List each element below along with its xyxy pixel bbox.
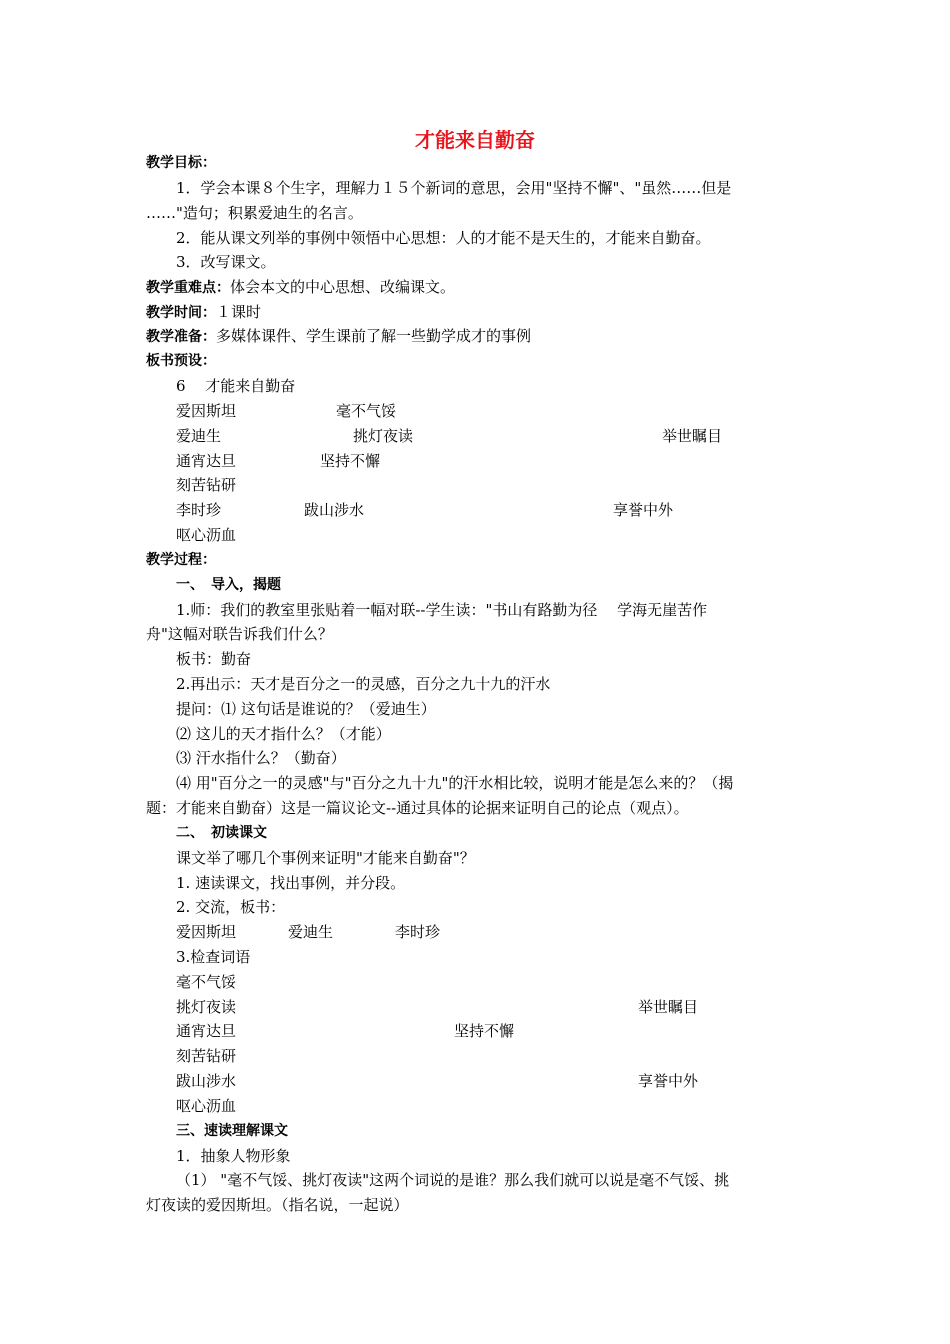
key-points-text: 体会本文的中心思想、改编课文。 <box>230 278 456 296</box>
word-item: 跋山涉水 <box>176 1072 237 1090</box>
board-cell: 爱迪生 <box>176 427 222 445</box>
word-item: 通宵达旦 <box>176 1022 237 1040</box>
paragraph: 1.师：我们的教室里张贴着一幅对联--学生读："书山有路勤为径 学海无崖苦作 <box>176 601 708 619</box>
name-item: 爱因斯坦 <box>176 923 237 941</box>
board-cell: 呕心沥血 <box>176 526 237 544</box>
prep-label: 教学准备： <box>146 329 216 345</box>
board-title-line: 6 才能来自勤奋 <box>176 377 296 395</box>
paragraph: 课文举了哪几个事例来证明"才能来自勤奋"？ <box>176 849 475 867</box>
paragraph: 题：才能来自勤奋）这是一篇议论文--通过具体的论据来证明自己的论点（观点）。 <box>146 799 689 817</box>
board-cell: 爱因斯坦 <box>176 402 237 420</box>
teaching-prep <box>146 326 531 347</box>
paragraph: ⑷ 用"百分之一的灵感"与"百分之九十九"的汗水相比较，说明才能是怎么来的？（揭 <box>176 774 734 792</box>
objective-1-line-2: ……"造句；积累爱迪生的名言。 <box>146 204 363 222</box>
paragraph: 舟"这幅对联告诉我们什么？ <box>146 625 333 643</box>
key-points <box>146 277 455 298</box>
paragraph: （1） "毫不气馁、挑灯夜读"这两个词说的是谁？那么我们就可以说是毫不气馁、挑 <box>176 1171 730 1189</box>
word-item: 举世瞩目 <box>638 998 699 1016</box>
board-cell: 坚持不懈 <box>320 452 381 470</box>
word-item: 呕心沥血 <box>176 1097 237 1115</box>
objective-1-line-1: 1．学会本课８个生字，理解力１５个新词的意思，会用"坚持不懈"、"虽然……但是 <box>176 179 732 197</box>
page-title: 才能来自勤奋 <box>415 128 535 152</box>
board-cell: 举世瞩目 <box>662 427 723 445</box>
paragraph: 3.检查词语 <box>176 948 251 966</box>
paragraph: 2.再出示：天才是百分之一的灵感，百分之九十九的汗水 <box>176 675 551 693</box>
word-item: 挑灯夜读 <box>176 998 237 1016</box>
section-3-heading: 三、速读理解课文 <box>176 1123 288 1139</box>
objective-3: 3．改写课文。 <box>176 253 276 271</box>
word-item: 坚持不懈 <box>454 1022 515 1040</box>
section-1-heading: 一、 导入，揭题 <box>176 577 281 593</box>
paragraph: 灯夜读的爱因斯坦。（指名说，一起说） <box>146 1196 409 1214</box>
paragraph: ⑵ 这儿的天才指什么？（才能） <box>176 725 391 743</box>
paragraph: 1．抽象人物形象 <box>176 1147 291 1165</box>
paragraph: 板书：勤奋 <box>176 650 252 668</box>
paragraph: 提问：⑴ 这句话是谁说的？（爱迪生） <box>176 700 436 718</box>
time-text: １课时 <box>216 303 262 321</box>
teaching-time <box>146 302 261 323</box>
objective-2: 2．能从课文列举的事例中领悟中心思想：人的才能不是天生的，才能来自勤奋。 <box>176 229 711 247</box>
board-cell: 刻苦钻研 <box>176 476 237 494</box>
paragraph: 1. 速读课文，找出事例，并分段。 <box>176 874 406 892</box>
word-item: 享誉中外 <box>638 1072 699 1090</box>
board-cell: 挑灯夜读 <box>353 427 414 445</box>
board-cell: 享誉中外 <box>613 501 674 519</box>
section-2-heading: 二、 初读课文 <box>176 825 267 841</box>
board-cell: 通宵达旦 <box>176 452 237 470</box>
word-item: 刻苦钻研 <box>176 1047 237 1065</box>
word-item: 毫不气馁 <box>176 973 237 991</box>
board-heading: 板书预设： <box>146 353 216 369</box>
board-cell: 李时珍 <box>176 501 222 519</box>
board-cell: 跋山涉水 <box>304 501 365 519</box>
key-points-label: 教学重难点： <box>146 280 230 296</box>
objectives-heading: 教学目标： <box>146 155 216 171</box>
paragraph: ⑶ 汗水指什么？（勤奋） <box>176 749 346 767</box>
name-item: 李时珍 <box>395 923 441 941</box>
name-item: 爱迪生 <box>288 923 334 941</box>
process-heading: 教学过程： <box>146 552 216 568</box>
time-label: 教学时间： <box>146 305 216 321</box>
board-cell: 毫不气馁 <box>336 402 397 420</box>
prep-text: 多媒体课件、学生课前了解一些勤学成才的事例 <box>216 327 532 345</box>
paragraph: 2. 交流，板书： <box>176 898 286 916</box>
